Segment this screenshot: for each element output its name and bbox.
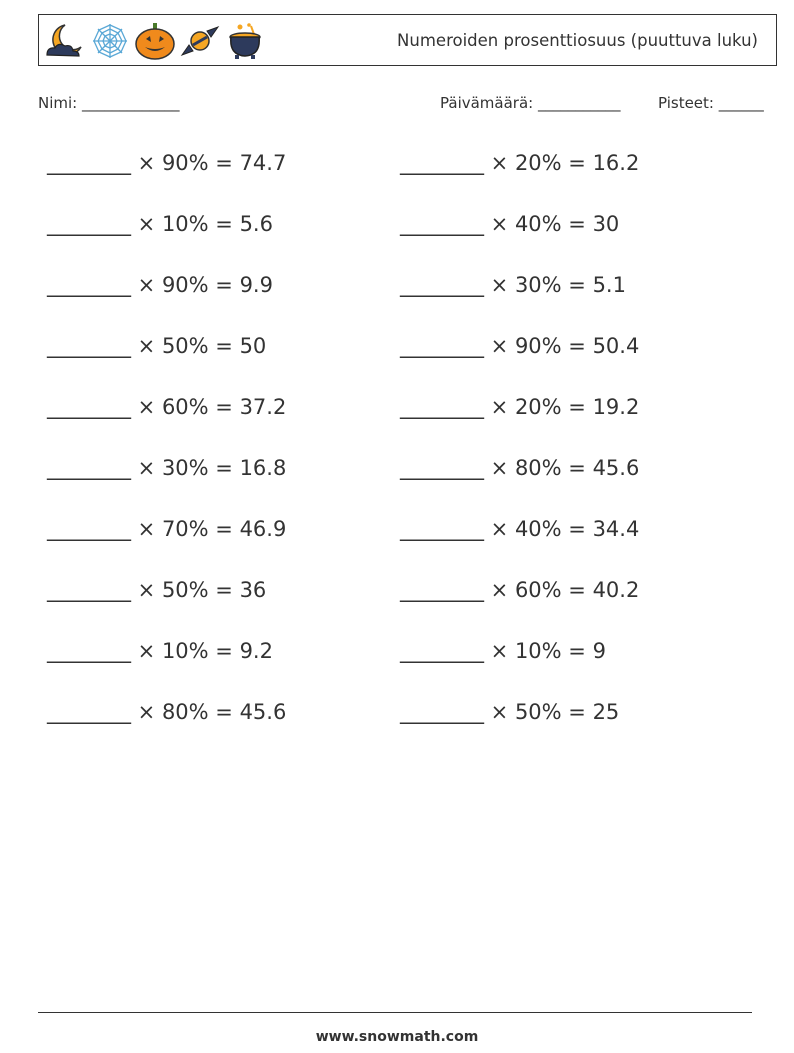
footer-divider [38, 1012, 752, 1013]
problem-right-3: ________ × 30% = 5.1 [400, 273, 626, 297]
problem-left-4: ________ × 50% = 50 [47, 334, 267, 358]
header-box [38, 14, 777, 66]
problem-left-6: ________ × 30% = 16.8 [47, 456, 287, 480]
problem-left-10: ________ × 80% = 45.6 [47, 700, 287, 724]
problem-right-1: ________ × 20% = 16.2 [400, 151, 640, 175]
icon-strip [43, 19, 268, 63]
problem-left-3: ________ × 90% = 9.9 [47, 273, 273, 297]
problem-right-6: ________ × 80% = 45.6 [400, 456, 640, 480]
spider-web-icon [88, 21, 132, 61]
problem-right-2: ________ × 40% = 30 [400, 212, 620, 236]
problem-right-8: ________ × 60% = 40.2 [400, 578, 640, 602]
score-field-label: Pisteet: ______ [658, 94, 764, 112]
problem-left-5: ________ × 60% = 37.2 [47, 395, 287, 419]
problem-right-5: ________ × 20% = 19.2 [400, 395, 640, 419]
worksheet-title: Numeroiden prosenttiosuus (puuttuva luku) [397, 31, 758, 50]
cauldron-icon [223, 21, 267, 61]
footer-url: www.snowmath.com [315, 1029, 479, 1045]
problem-left-7: ________ × 70% = 46.9 [47, 517, 287, 541]
problem-left-2: ________ × 10% = 5.6 [47, 212, 273, 236]
date-field-label: Päivämäärä: ___________ [440, 94, 621, 112]
problem-left-9: ________ × 10% = 9.2 [47, 639, 273, 663]
problem-left-1: ________ × 90% = 74.7 [47, 151, 287, 175]
pumpkin-icon [133, 21, 177, 61]
problem-right-10: ________ × 50% = 25 [400, 700, 620, 724]
problem-right-9: ________ × 10% = 9 [400, 639, 606, 663]
problem-left-8: ________ × 50% = 36 [47, 578, 267, 602]
problem-right-4: ________ × 90% = 50.4 [400, 334, 640, 358]
moon-clouds-icon [43, 21, 87, 61]
candy-icon [178, 21, 222, 61]
problem-right-7: ________ × 40% = 34.4 [400, 517, 640, 541]
name-field-label: Nimi: _____________ [38, 94, 180, 112]
